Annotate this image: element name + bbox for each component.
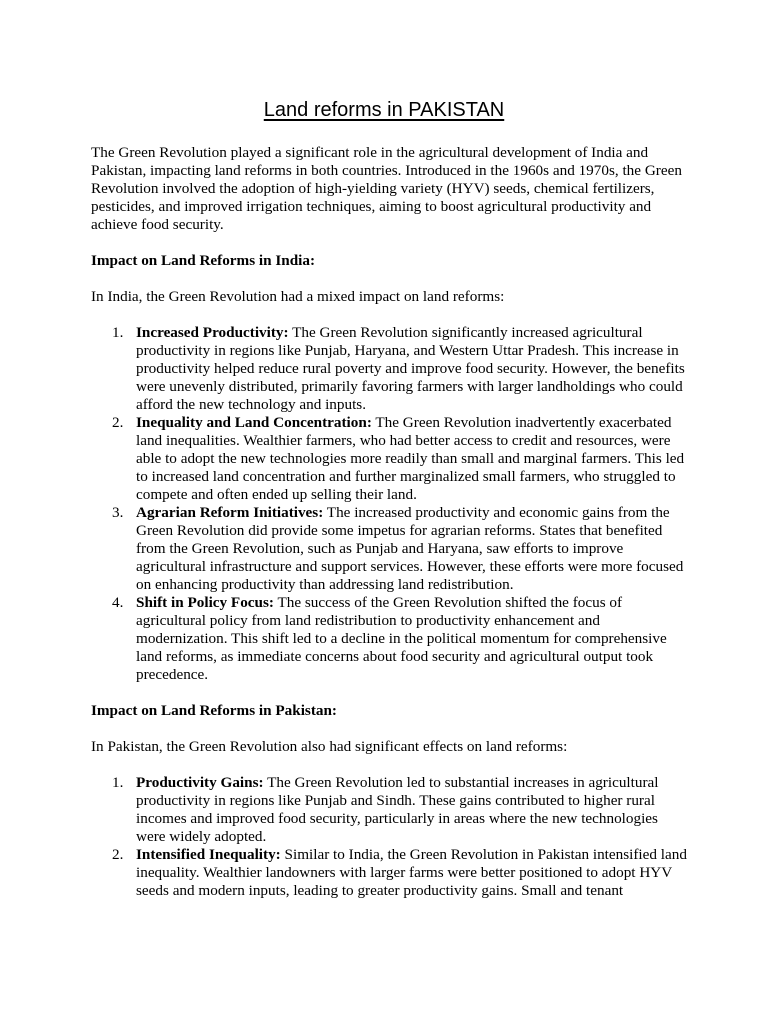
list-item-number: 2. xyxy=(112,414,124,431)
list-item xyxy=(91,414,691,504)
list-item-number: 3. xyxy=(112,504,124,521)
list-item xyxy=(91,324,691,414)
list-item-term: Shift in Policy Focus: xyxy=(136,594,274,611)
section-heading-india: Impact on Land Reforms in India: xyxy=(91,252,316,269)
list-item-text: The Green Revolution significantly increased agricultural productivity in regions like Punjab, Haryana, and Western Uttar Pradesh. This increase in productivity helped reduce rural poverty and improve food security. However, the benefits were unevenly distributed, primarily favoring farmers with larger landholdings who could afford the new technology and inputs. xyxy=(136,324,685,413)
list-item xyxy=(91,846,691,900)
document-body xyxy=(91,144,691,918)
list-item-number: 2. xyxy=(112,846,124,863)
list-item-term: Increased Productivity: xyxy=(136,324,289,341)
document-title: Land reforms in PAKISTAN xyxy=(263,99,505,121)
section-heading-pakistan: Impact on Land Reforms in Pakistan: xyxy=(91,702,337,719)
list-item-number: 4. xyxy=(112,594,124,611)
list-item-text: The Green Revolution led to substantial increases in agricultural productivity in regions like Punjab and Sindh. These gains contributed to higher rural incomes and improved food security, particularly in areas where the new technologies were widely adopted. xyxy=(136,774,659,845)
list-item-number: 1. xyxy=(112,324,124,341)
list-item xyxy=(91,504,691,594)
list-item-text: The Green Revolution inadvertently exacerbated land inequalities. Wealthier farmers, who had better access to credit and resources, were able to adopt the new technologies more readily than small and marginal farmers. This led to increased land concentration and further marginalized small farmers, who struggled to compete and often ended up selling their land. xyxy=(136,414,685,503)
pakistan-impact-list xyxy=(91,774,691,900)
list-item-text: Similar to India, the Green Revolution in Pakistan intensified land inequality. Wealthier landowners with larger farms were better positioned to adopt HYV seeds and modern inputs, leading to greater productivity gains. Small and tenant xyxy=(136,846,687,899)
list-item-term: Productivity Gains: xyxy=(136,774,264,791)
section-lead-pakistan: In Pakistan, the Green Revolution also had significant effects on land reforms: xyxy=(91,738,568,755)
list-item-number: 1. xyxy=(112,774,124,791)
list-item-term: Inequality and Land Concentration: xyxy=(136,414,372,431)
section-lead-india: In India, the Green Revolution had a mixed impact on land reforms: xyxy=(91,288,505,305)
list-item-term: Agrarian Reform Initiatives: xyxy=(136,504,324,521)
list-item-term: Intensified Inequality: xyxy=(136,846,281,863)
list-item xyxy=(91,774,691,846)
list-item xyxy=(91,594,691,684)
intro-paragraph: The Green Revolution played a significant role in the agricultural development of India and Pakistan, impacting land reforms in both countries. Introduced in the 1960s and 1970s, the Green Revolution involved the adoption of high-yielding variety (HYV) seeds, chemical fertilizers, pesticides, and improved irrigation techniques, aiming to boost agricultural productivity and achieve food security. xyxy=(91,144,682,233)
india-impact-list xyxy=(91,324,691,684)
list-item-text: The success of the Green Revolution shifted the focus of agricultural policy from land redistribution to productivity enhancement and modernization. This shift led to a decline in the political momentum for comprehensive land reforms, as immediate concerns about food security and agricultural output took precedence. xyxy=(136,594,667,683)
list-item-text: The increased productivity and economic gains from the Green Revolution did provide some impetus for agrarian reforms. States that benefited from the Green Revolution, such as Punjab and Haryana, saw efforts to improve agricultural infrastructure and support services. However, these efforts were more focused on enhancing productivity than addressing land redistribution. xyxy=(136,504,684,593)
